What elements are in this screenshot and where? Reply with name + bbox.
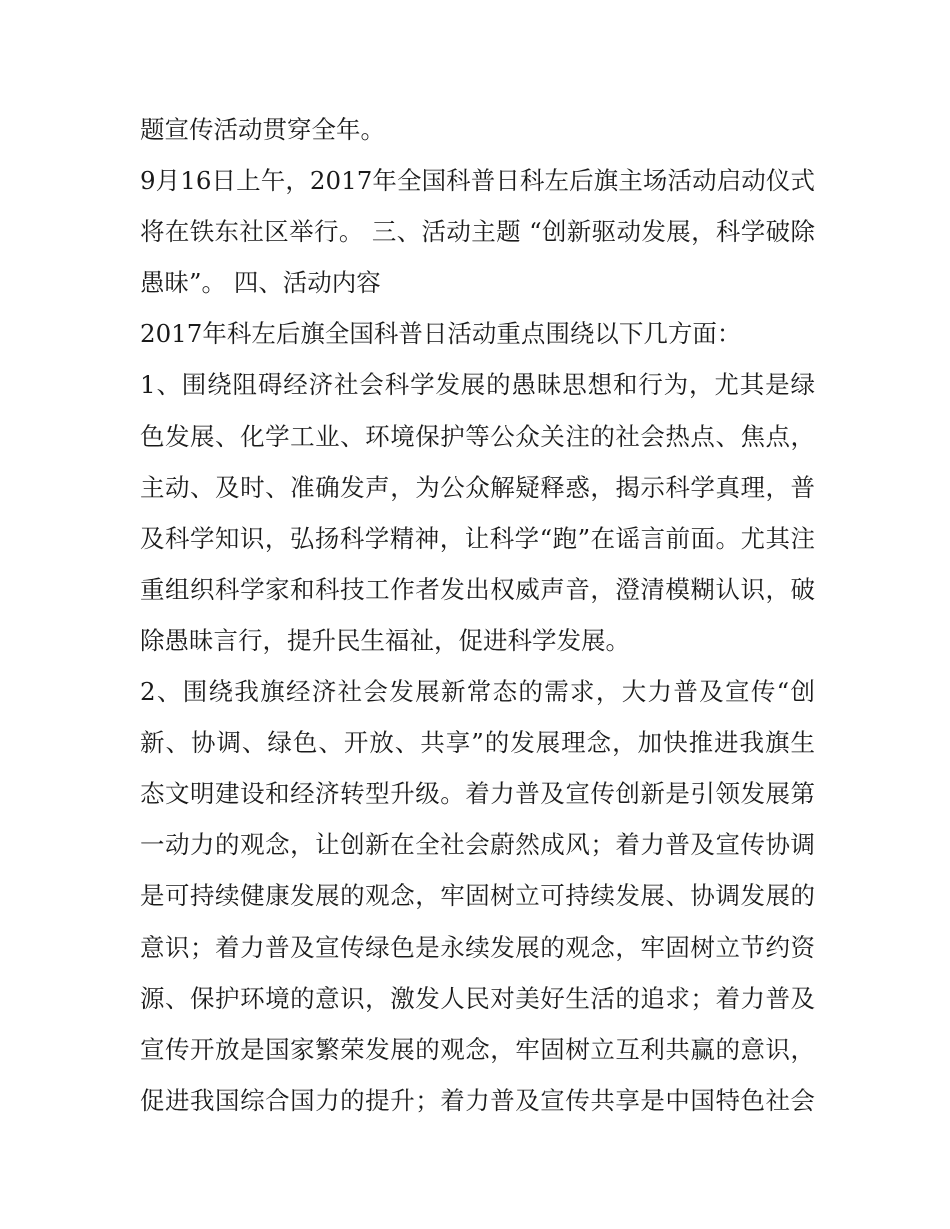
text-line-11: 除愚昧言行，提升民生福祉，促进科学发展。 [140, 625, 630, 655]
text-line-2: 9月16日上午，2017年全国科普日科左后旗主场活动启动仪式 [140, 166, 815, 196]
text-line-20: 促进我国综合国力的提升；着力普及宣传共享是中国特色社会 [140, 1085, 815, 1115]
text-line-4: 愚昧”。 四、活动内容 [140, 268, 381, 298]
text-line-19: 宣传开放是国家繁荣发展的观念，牢固树立互利共赢的意识， [140, 1034, 815, 1064]
text-line-9: 及科学知识，弘扬科学精神，让科学“跑”在谣言前面。尤其注 [140, 523, 815, 553]
text-line-7: 色发展、化学工业、环境保护等公众关注的社会热点、焦点， [140, 421, 815, 451]
text-line-6: 1、围绕阻碍经济社会科学发展的愚昧思想和行为，尤其是绿 [140, 370, 815, 400]
text-line-18: 源、保护环境的意识，激发人民对美好生活的追求；着力普及 [140, 983, 815, 1013]
text-line-3: 将在铁东社区举行。 三、活动主题 “创新驱动发展，科学破除 [140, 217, 815, 247]
text-line-8: 主动、及时、准确发声，为公众解疑释惑，揭示科学真理，普 [140, 472, 815, 502]
text-line-13: 新、协调、绿色、开放、共享”的发展理念，加快推进我旗生 [140, 728, 815, 758]
text-line-10: 重组织科学家和科技工作者发出权威声音，澄清模糊认识，破 [140, 574, 815, 604]
text-line-5: 2017年科左后旗全国科普日活动重点围绕以下几方面： [140, 319, 742, 349]
text-line-15: 一动力的观念，让创新在全社会蔚然成风；着力普及宣传协调 [140, 830, 815, 860]
text-line-16: 是可持续健康发展的观念，牢固树立可持续发展、协调发展的 [140, 881, 815, 911]
text-line-14: 态文明建设和经济转型升级。着力普及宣传创新是引领发展第 [140, 779, 815, 809]
text-line-1: 题宣传活动贯穿全年。 [140, 115, 385, 144]
text-line-17: 意识；着力普及宣传绿色是永续发展的观念，牢固树立节约资 [140, 932, 815, 962]
document-body [140, 104, 815, 1126]
text-line-12: 2、围绕我旗经济社会发展新常态的需求，大力普及宣传“创 [140, 677, 815, 707]
